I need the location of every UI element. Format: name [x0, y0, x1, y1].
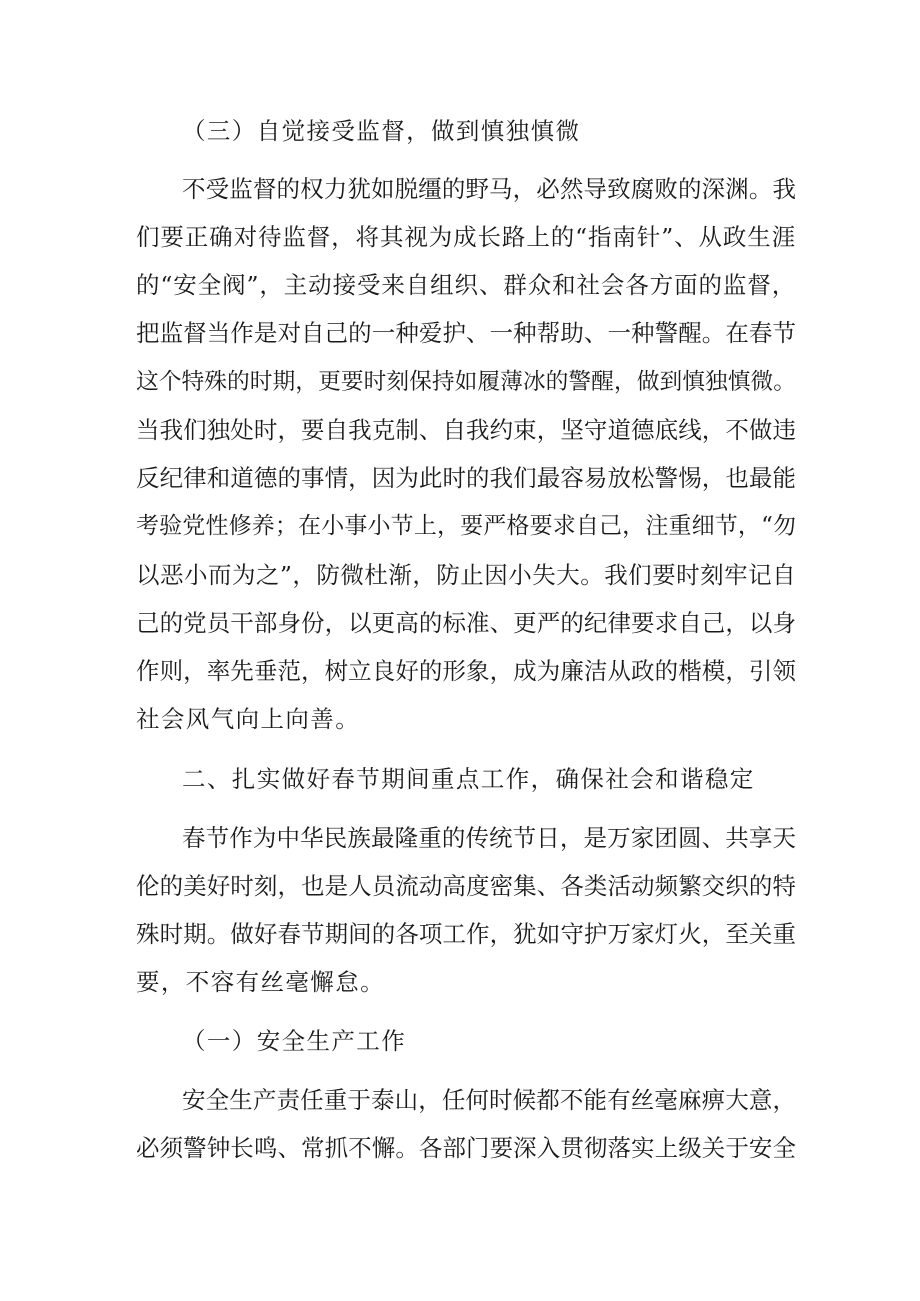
paragraph-line: 春节作为中华民族最隆重的传统节日，是万家团圆、共享天	[182, 824, 796, 852]
section-heading-3: （三）自觉接受监督，做到慎独慎微	[182, 117, 581, 145]
paragraph-line: 伦的美好时刻，也是人员流动高度密集、各类活动频繁交织的特	[136, 872, 796, 900]
paragraph-line: 必须警钟长鸣、常抓不懈。各部门要深入贯彻落实上级关于安全	[136, 1134, 796, 1162]
section-heading-1: （一）安全生产工作	[182, 1027, 407, 1055]
paragraph-line: 作则，率先垂范，树立良好的形象，成为廉洁从政的楷模，引领	[136, 657, 796, 685]
paragraph-line: 以恶小而为之”，防微杜渐，防止因小失大。我们要时刻牢记自	[136, 561, 796, 589]
paragraph-line: 不受监督的权力犹如脱缰的野马，必然导致腐败的深渊。我	[182, 175, 796, 203]
paragraph-line: 殊时期。做好春节期间的各项工作，犹如守护万家灯火，至关重	[136, 920, 796, 948]
paragraph-line: 的“安全阀”，主动接受来自组织、群众和社会各方面的监督，	[136, 271, 796, 299]
paragraph-line: 己的党员干部身份，以更高的标准、更严的纪律要求自己，以身	[136, 609, 796, 637]
paragraph-line: 安全生产责任重于泰山，任何时候都不能有丝毫麻痹大意，	[182, 1086, 796, 1114]
part-heading-2: 二、扎实做好春节期间重点工作，确保社会和谐稳定	[182, 765, 755, 793]
paragraph-line: 当我们独处时，要自我克制、自我约束，坚守道德底线，不做违	[136, 416, 796, 444]
paragraph-line: 考验党性修养；在小事小节上，要严格要求自己，注重细节，“勿	[136, 513, 796, 539]
paragraph-line: 把监督当作是对自己的一种爱护、一种帮助、一种警醒。在春节	[136, 319, 796, 347]
paragraph-line: 要，不容有丝毫懈怠。	[136, 968, 385, 996]
paragraph-line: 社会风气向上向善。	[136, 705, 361, 733]
paragraph-line: 们要正确对待监督，将其视为成长路上的“指南针”、从政生涯	[136, 223, 796, 251]
paragraph-line: 反纪律和道德的事情，因为此时的我们最容易放松警惕，也最能	[136, 464, 796, 492]
paragraph-line: 这个特殊的时期，更要时刻保持如履薄冰的警醒，做到慎独慎微。	[136, 369, 796, 395]
